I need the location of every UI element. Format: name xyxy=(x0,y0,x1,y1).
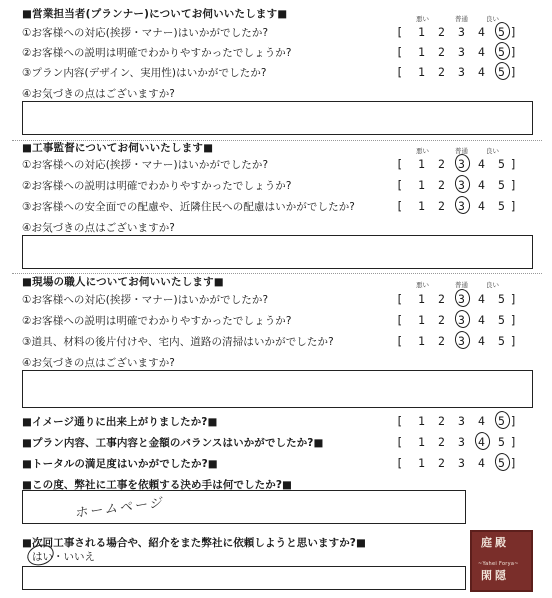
rating-scale: [ 1 2 3 4 5 ] xyxy=(396,157,517,171)
rating-scale: [ 1 2 3 4 5 ] xyxy=(396,178,517,192)
scale-label-normal: 普通 xyxy=(455,15,468,23)
section-heading-craftsmen: ■現場の職人についてお伺いいたします■ xyxy=(22,276,224,288)
comment-prompt-supervisor: ④お気づきの点はございますか? xyxy=(22,222,175,234)
stamp-char: 庭 xyxy=(481,536,492,549)
question-craftsmen-2: ②お客様への説明は明確でわかりやすかったでしょうか? xyxy=(22,315,292,327)
rating-scale: [ 1 2 3 4 5 ] xyxy=(396,456,517,470)
deciding-factor-answer: ホームページ xyxy=(73,495,165,522)
question-image-match: ■イメージ通りに出来上がりましたか?■ xyxy=(22,416,218,428)
question-planner-1: ①お客様への対応(挨拶・マナー)はいかがでしたか? xyxy=(22,27,269,39)
rating-scale: [ 1 2 3 4 5 ] xyxy=(396,313,517,327)
scale-label-bad: 悪い xyxy=(416,147,429,155)
rating-scale: [ 1 2 3 4 5 ] xyxy=(396,25,517,39)
section-heading-supervisor: ■工事監督についてお伺いいたします■ xyxy=(22,142,214,154)
rating-scale: [ 1 2 3 4 5 ] xyxy=(396,292,517,306)
rating-scale: [ 1 2 3 4 5 ] xyxy=(396,414,517,428)
comment-prompt-craftsmen: ④お気づきの点はございますか? xyxy=(22,357,175,369)
yes-no-options: はい・いいえ xyxy=(32,551,95,563)
question-craftsmen-1: ①お客様への対応(挨拶・マナー)はいかがでしたか? xyxy=(22,294,269,306)
stamp-tagline: ~Yahei Forya~ xyxy=(478,561,519,567)
comment-box-supervisor xyxy=(22,235,533,269)
scale-label-normal: 普通 xyxy=(455,147,468,155)
rating-scale: [ 1 2 3 4 5 ] xyxy=(396,435,517,449)
question-deciding-factor: ■この度、弊社に工事を依頼する決め手は何でしたか?■ xyxy=(22,479,293,491)
question-planner-3: ③プラン内容(デザイン、実用性)はいかがでしたか? xyxy=(22,67,267,79)
rating-scale: [ 1 2 3 4 5 ] xyxy=(396,334,517,348)
question-price-balance: ■プラン内容、工事内容と金額のバランスはいかがでしたか?■ xyxy=(22,437,324,449)
question-craftsmen-3: ③道具、材料の後片付けや、宅内、道路の清掃はいかがでしたか? xyxy=(22,336,334,348)
rating-scale: [ 1 2 3 4 5 ] xyxy=(396,65,517,79)
scale-label-good: 良い xyxy=(486,281,499,289)
company-stamp-logo xyxy=(470,530,533,592)
question-total-satisfaction: ■トータルの満足度はいかがでしたか?■ xyxy=(22,458,218,470)
question-supervisor-2: ②お客様への説明は明確でわかりやすかったでしょうか? xyxy=(22,180,292,192)
stamp-char: 隠 xyxy=(495,569,506,582)
scale-label-good: 良い xyxy=(486,15,499,23)
stamp-char: 殿 xyxy=(495,536,506,549)
comment-prompt-planner: ④お気づきの点はございますか? xyxy=(22,88,175,100)
section-heading-planner: ■営業担当者(プランナー)についてお伺いいたします■ xyxy=(22,8,288,20)
next-time-box xyxy=(22,566,466,590)
rating-scale: [ 1 2 3 4 5 ] xyxy=(396,45,517,59)
scale-label-normal: 普通 xyxy=(455,281,468,289)
comment-box-craftsmen xyxy=(22,370,533,408)
question-planner-2: ②お客様への説明は明確でわかりやすかったでしょうか? xyxy=(22,47,292,59)
comment-box-planner xyxy=(22,101,533,135)
rating-scale: [ 1 2 3 4 5 ] xyxy=(396,199,517,213)
scale-label-bad: 悪い xyxy=(416,281,429,289)
question-supervisor-1: ①お客様への対応(挨拶・マナー)はいかがでしたか? xyxy=(22,159,269,171)
question-next-time: ■次回工事される場合や、紹介をまた弊社に依頼しようと思いますか?■ xyxy=(22,537,367,549)
stamp-char: 閑 xyxy=(481,569,492,582)
question-supervisor-3: ③お客様への安全面での配慮や、近隣住民への配慮はいかがでしたか? xyxy=(22,201,355,213)
scale-label-good: 良い xyxy=(486,147,499,155)
scale-label-bad: 悪い xyxy=(416,15,429,23)
